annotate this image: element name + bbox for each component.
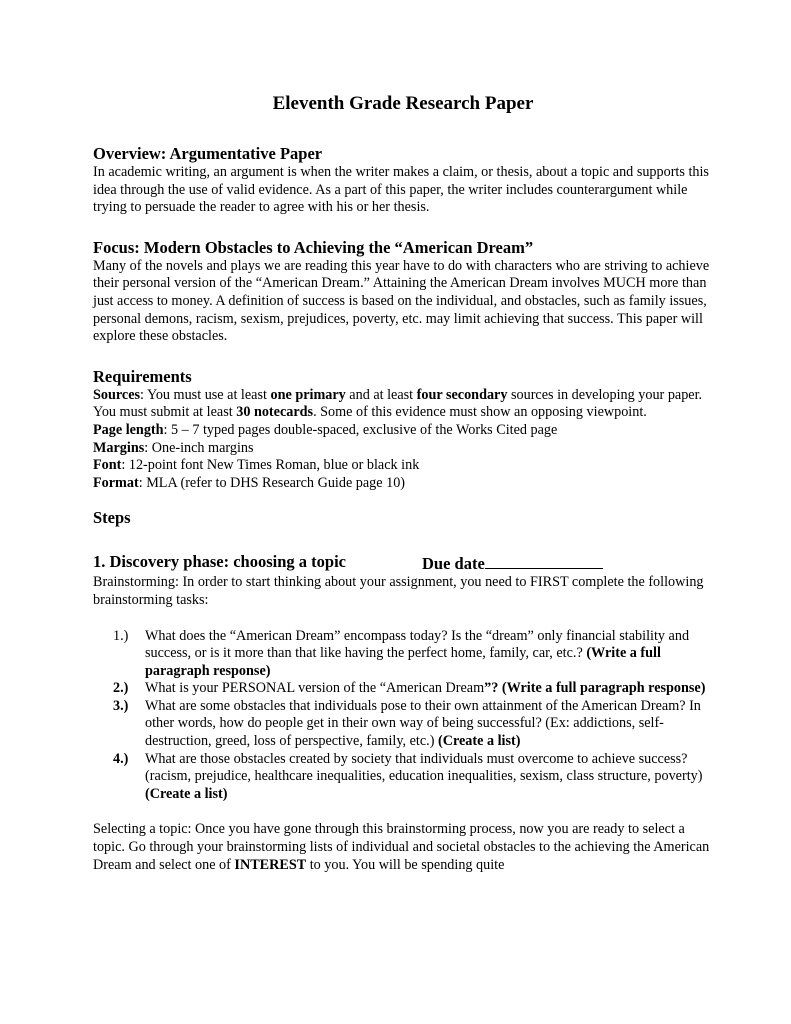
font-requirement	[93, 457, 713, 475]
task-text: What is your PERSONAL version of the “American Dream	[145, 680, 485, 697]
task-number: 1.)	[113, 627, 129, 644]
task-instruction: (Write a full paragraph response)	[145, 645, 661, 679]
step1-title: 1. Discovery phase: choosing a topic	[93, 552, 346, 572]
format-label: Format	[93, 474, 139, 491]
due-date	[422, 552, 603, 574]
requirements-section	[93, 367, 713, 493]
page-length-requirement	[93, 422, 713, 440]
select-text-2: to you. You will be spending quite	[306, 856, 505, 873]
requirements-heading: Requirements	[93, 366, 192, 386]
task-instruction: ”? (Write a full paragraph response)	[484, 680, 706, 697]
task-text: What does the “American Dream” encompass today? Is the “dream” only financial stability and success, or is it more than that like having the perfect home, family, car, etc.?	[145, 627, 690, 662]
sources-text-1: : You must use at least	[140, 386, 271, 403]
sources-text-4: . Some of this evidence must show an opposing viewpoint.	[313, 404, 647, 421]
focus-heading: Focus: Modern Obstacles to Achieving the “American Dream”	[93, 237, 534, 257]
task-number: 3.)	[113, 697, 129, 714]
task-instruction: (Create a list)	[437, 733, 521, 750]
select-text-1: Selecting a topic: Once you have gone through this brainstorming process, now you are ready to select a topic. Go through your brainstorming lists of individual and societal obstacles to the achieving the American Dream and select one of	[93, 821, 710, 873]
document-page	[93, 92, 713, 874]
due-date-label: Due date	[422, 554, 485, 574]
task-text: What are some obstacles that individuals pose to their own attainment of the American Dream? In other words, how do people get in their own way of being successful? (Ex: addictions, self-destruction, greed, loss of perspective, family, etc.)	[145, 697, 701, 750]
sources-text-2: and at least	[345, 386, 417, 403]
font-label: Font	[93, 457, 122, 474]
task-text: What are those obstacles created by society that individuals must overcome to achieve success? (racism, prejudice, healthcare inequalities, education inequalities, sexism, class structure, poverty)	[145, 750, 703, 785]
sources-bold-1: one primary	[270, 386, 346, 403]
list-item	[113, 628, 713, 681]
focus-body: Many of the novels and plays we are reading this year have to do with characters who are striving to achieve their personal version of the “American Dream.” Attaining the American Dream involves MUCH more than just access to money. A definition of success is based on the individual, and obstacles, such as family issues, personal demons, racism, sexism, prejudices, poverty, etc. may limit achieving that success. This paper will explore these obstacles.	[93, 257, 710, 345]
brainstorm-task-list	[93, 628, 713, 804]
task-number: 4.)	[113, 750, 129, 767]
page-length-label: Page length	[93, 421, 164, 438]
step1-header	[93, 552, 713, 574]
list-item	[113, 751, 713, 804]
overview-heading: Overview: Argumentative Paper	[93, 144, 323, 163]
margins-requirement	[93, 440, 713, 458]
step1-section	[93, 552, 713, 874]
format-value: : MLA (refer to DHS Research Guide page 10)	[138, 474, 406, 491]
steps-heading: Steps	[93, 508, 131, 528]
sources-text-3: sources in developing your paper. You must submit at least	[93, 386, 703, 421]
page-length-value: : 5 – 7 typed pages double-spaced, exclusive of the Works Cited page	[163, 421, 558, 438]
format-requirement	[93, 475, 713, 493]
brainstorm-intro: Brainstorming: In order to start thinking about your assignment, you need to FIRST complete the following brainstorming tasks:	[93, 574, 704, 608]
overview-body: In academic writing, an argument is when the writer makes a claim, or thesis, about a topic and supports this idea through the use of valid evidence. As a part of this paper, the writer includes counterargument while trying to persuade the reader to agree with his or her thesis.	[93, 164, 709, 216]
margins-value: : One-inch margins	[144, 439, 254, 456]
sources-bold-3: 30 notecards	[236, 404, 314, 421]
list-item	[113, 698, 713, 751]
due-date-blank	[485, 552, 603, 569]
page-title: Eleventh Grade Research Paper	[272, 93, 534, 114]
sources-bold-2: four secondary	[416, 386, 508, 403]
sources-label: Sources	[93, 386, 141, 403]
overview-section	[93, 144, 713, 217]
margins-label: Margins	[93, 439, 145, 456]
list-item	[113, 680, 713, 698]
selecting-topic-paragraph	[93, 821, 713, 874]
task-instruction: (Create a list)	[145, 785, 228, 802]
select-bold-1: INTEREST	[234, 856, 307, 873]
task-number: 2.)	[113, 680, 129, 697]
focus-section	[93, 238, 713, 346]
sources-requirement	[93, 387, 713, 422]
font-value: : 12-point font New Times Roman, blue or black ink	[121, 457, 420, 474]
